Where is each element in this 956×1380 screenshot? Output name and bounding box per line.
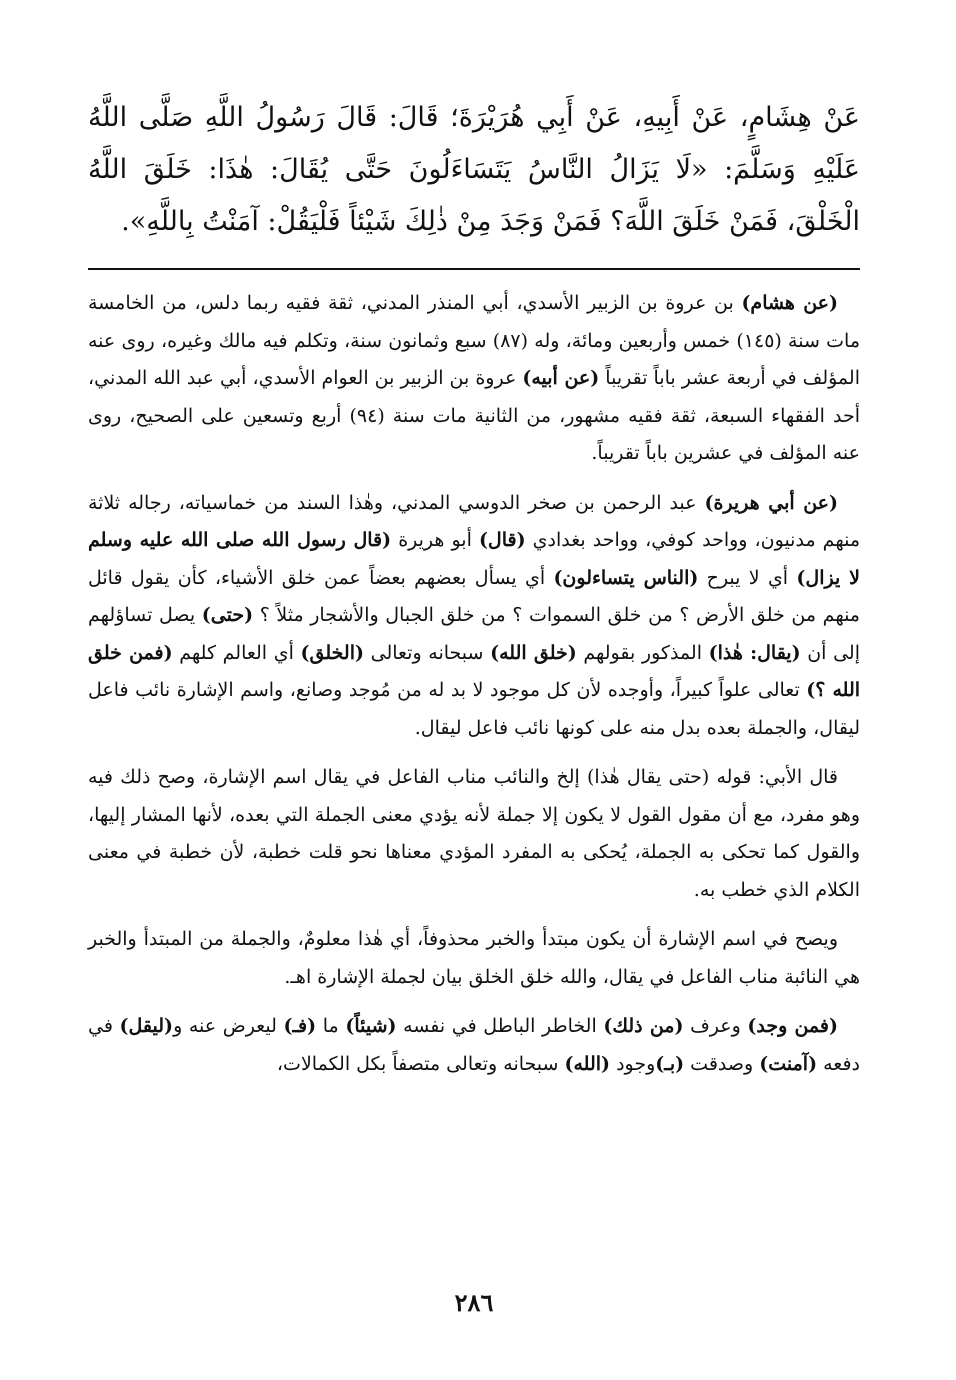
keyword: (الناس يتساءلون) [553, 566, 699, 589]
commentary [88, 285, 860, 1095]
text-run: أي لا يبرح [698, 566, 797, 589]
text-run: وصدقت [684, 1052, 760, 1075]
text-run: في دفعه [88, 1015, 860, 1075]
keyword: (قال) [478, 529, 526, 551]
keyword: (قال رسول الله صلى الله عليه وسلم لا يزال) [88, 529, 861, 589]
keyword: (خلق الله) [490, 641, 577, 664]
text-run: ما [316, 1015, 346, 1037]
text-run: سبحانه وتعالى [363, 641, 491, 664]
keyword: (عن أبي هريرة) [704, 491, 838, 514]
text-run: بن عروة بن الزبير الأسدي، أبي المنذر المدني، ثقة فقيه ربما دلس، من الخامسة مات سنة (١٤٥) خمس وأربعين ومائة، وله (٨٧) سبع وثمانون سنة، وتكلم فيه مالك وغيره، روى عنه المؤلف في أربعة عشر باباً تقريباً [88, 292, 860, 389]
keyword: (آمنت) [759, 1052, 818, 1075]
text-run: عبد الرحمن بن صخر الدوسي المدني، وهٰذا السند من خماسياته، رجاله ثلاثة منهم مدنيون، وواحد كوفي، وواحد بغدادي [88, 491, 860, 551]
text-run: سبحانه وتعالى متصفاً بكل الكمالات، [276, 1052, 565, 1075]
keyword: (شيئاً) [345, 1015, 397, 1037]
keyword: (عن أبيه) [522, 367, 600, 389]
text-run: ليعرض عنه و [173, 1015, 284, 1037]
commentary-paragraph-2 [88, 485, 860, 748]
footnote-separator [88, 268, 860, 270]
text-run: يصل تساؤلهم إلى أن [88, 604, 860, 664]
keyword: (فمن وجد) [747, 1015, 838, 1037]
book-page [88, 0, 860, 1380]
page-number: ٢٨٦ [454, 1288, 494, 1317]
commentary-paragraph-5 [88, 1008, 860, 1083]
keyword: (من ذلك) [603, 1015, 684, 1037]
text-run: تعالى علواً كبيراً، وأوجده لأن كل موجود لا بد له من مُوجد وصانع، واسم الإشارة نائب فاعل ليقال، والجملة بعده بدل منه على كونها نائب فاعل ليقال. [88, 679, 860, 739]
commentary-paragraph-3: قال الأبي: قوله (حتى يقال هٰذا) إلخ والنائب مناب الفاعل في يقال اسم الإشارة، وصح ذلك فيه وهو مفرد، مع أن مقول القول لا يكون إلا جملة لأنه يؤدي معنى الجملة التي بعده، لأنها المشار إليها، والقول كما تحكى به الجملة، يُحكى به المفرد المؤدي معناها نحو قلت خطبة، لأن خطبة في معنى الكلام الذي خطب به. [88, 766, 860, 901]
text-run: وجود [610, 1052, 656, 1075]
text-run: الخاطر الباطل في نفسه [396, 1015, 604, 1037]
text-run: أي العالم كلهم [172, 641, 301, 664]
commentary-paragraph-4: ويصح في اسم الإشارة أن يكون مبتدأ والخبر محذوفاً، أي هٰذا معلومٌ، والجملة من المبتدأ والخبر هي النائبة مناب الفاعل في يقال، والله خلق الخلق بيان لجملة الإشارة اهـ. [88, 928, 860, 988]
keyword: (الله) [564, 1052, 611, 1075]
keyword: (الخلق) [300, 641, 364, 664]
keyword: (ليقل) [119, 1015, 174, 1037]
hadith-text: عَنْ هِشَامٍ، عَنْ أَبِيهِ، عَنْ أَبِي هُرَيْرَةَ؛ قَالَ: قَالَ رَسُولُ اللَّهِ صَلَّى اللَّهُ عَلَيْهِ وَسَلَّمَ: «لَا يَزَالُ النَّاسُ يَتَسَاءَلُونَ حَتَّى يُقَالَ: هٰذَا: خَلَقَ اللَّهُ الْخَلْقَ، فَمَنْ خَلَقَ اللَّهَ؟ فَمَنْ وَجَدَ مِنْ ذٰلِكَ شَيْئاً فَلْيَقُلْ: آمَنْتُ بِاللَّهِ». [88, 102, 860, 237]
text-run: أبو هريرة [391, 529, 479, 551]
text-run: وعرف [683, 1015, 748, 1037]
keyword: (فـ) [283, 1015, 317, 1037]
commentary-paragraph-1 [88, 285, 860, 473]
keyword: (حتى) [201, 604, 254, 626]
keyword: (عن هشام) [741, 292, 839, 314]
keyword: (يقال: هٰذا) [708, 641, 801, 664]
keyword: (فمن خلق الله ؟) [88, 641, 861, 701]
text-run: المذكور بقولهم [576, 641, 709, 664]
keyword: (بـ) [655, 1052, 685, 1075]
text-run: عروة بن الزبير بن العوام الأسدي، أبي عبد الله المدني، أحد الفقهاء السبعة، ثقة فقيه مشهور، من الثانية مات سنة (٩٤) أربع وتسعين على الصحيح، روى عنه المؤلف في عشرين باباً تقريباً. [88, 367, 860, 464]
text-run: أي يسأل بعضهم بعضاً عمن خلق الأشياء، كأن يقول قائل منهم من خلق الأرض ؟ من خلق السموات ؟ من خلق الجبال والأشجار مثلاً ؟ [88, 566, 860, 626]
